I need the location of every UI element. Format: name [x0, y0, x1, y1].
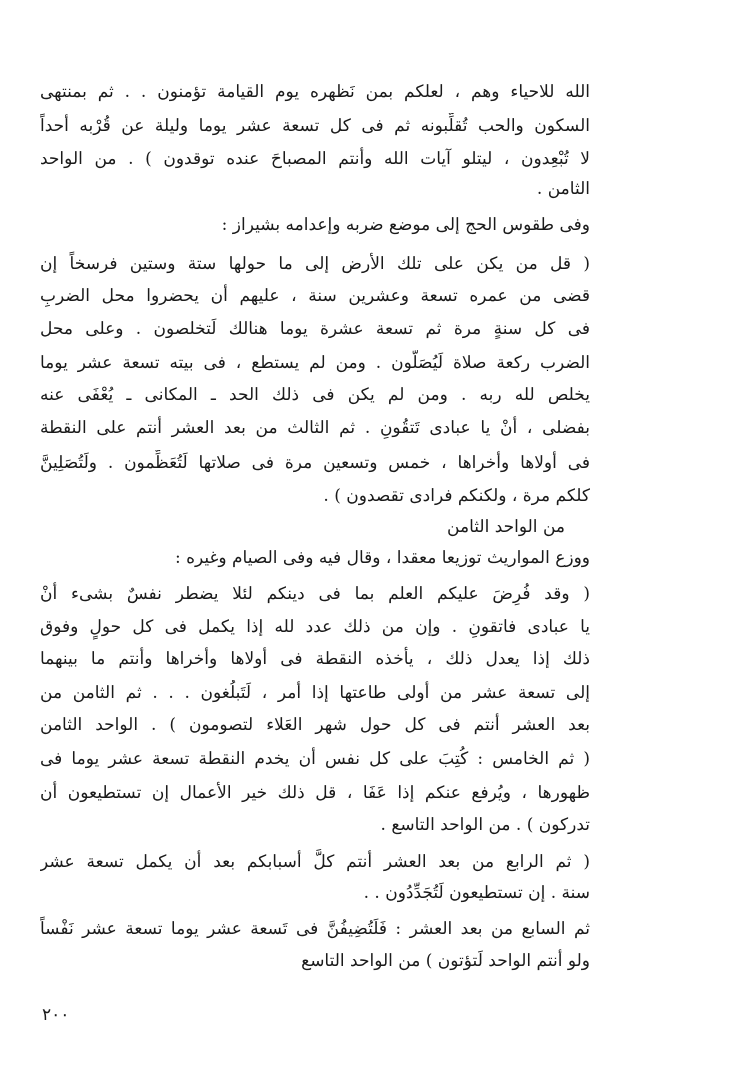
quote-line: ظهورها ، ويُرفع عنكم إذا عَفَا ، قل ذلك خير الأعمال إن تستطيعون أن	[40, 783, 590, 803]
quote-line: ( ثم الرابع من بعد العشر أنتم كلَّ أسبابكم بعد أن يكمل تسعة عشر	[40, 852, 590, 872]
text-line: السكون والحب تُقلِّبونه ثم فى كل تسعة عشر يوما وليلة عن قُرْبه أحداً	[40, 116, 590, 136]
quote-line: ولو أنتم الواحد لَتؤتون ) من الواحد التاسع	[301, 951, 590, 971]
quote-line: كلكم مرة ، ولكنكم فرادى تقصدون ) .	[323, 486, 590, 506]
quote-line: بعد العشر أنتم فى كل حول شهر العَلاء لتصومون ) . الواحد الثامن	[40, 715, 590, 735]
source-reference: من الواحد الثامن	[447, 517, 565, 537]
quote-line: ( ثم الخامس : كُتِبَ على كل نفس أن يخدم النقطة تسعة عشر يوما فى	[40, 749, 590, 769]
page-number: ٢٠٠	[42, 1005, 70, 1025]
quote-line: يا عبادى فاتقونِ . وإن من ذلك عدد لله إذا يكمل فى كل حولٍ وفوق	[40, 617, 590, 637]
quote-line: إلى تسعة عشر من أولى طاعتها إذا أمر ، لَتَبلُغون . . . ثم الثامن من	[40, 683, 590, 703]
quote-line: بفضلى ، أنْ يا عبادى تَتقُونِ . ثم الثالث من بعد العشر أنتم على النقطة	[40, 418, 590, 438]
section-intro: ووزع المواريث توزيعا معقدا ، وقال فيه وفى الصيام وغيره :	[174, 548, 590, 568]
quote-line: ثم السابع من بعد العشر : فَلَتُضِيفُنَّ فى تَسعة عشر يوما تسعة عشر نَفْساً	[40, 919, 590, 939]
quote-line: ذلك إذا يعدل ذلك ، يأخذه النقطة فى أولاها وأخراها وأنتم ما بينهما	[40, 649, 590, 669]
text-line: لا تُبْعِدون ، ليتلو آيات الله وأنتم المصباحَ عنده توقدون ) . من الواحد	[40, 149, 590, 169]
quote-line: تدركون ) . من الواحد التاسع .	[380, 815, 590, 835]
quote-line: ( قل من يكن على تلك الأرض إلى ما حولها ستة وستين فرسخاً إن	[40, 254, 590, 274]
quote-line: ( وقد فُرِضَ عليكم العلم بما فى دينكم لئلا يضطر نفسٌ بشىء أنْ	[40, 584, 590, 604]
quote-line: يخلص لله ربه . ومن لم يكن فى ذلك الحد ـ المكانى ـ يُعْفَى عنه	[40, 385, 590, 405]
quote-line: فى أولاها وأخراها ، خمس وتسعين مرة فى صلاتها لَتُعَظِّمون . ولَتُصَلِينَّ	[40, 453, 590, 473]
quote-line: فى كل سنةٍ مرة ثم تسعة عشرة يوما هنالك لَتخلصون . وعلى محل	[40, 319, 590, 339]
quote-line: سنة . إن تستطيعون لَتُجَدِّدُون . .	[363, 883, 590, 903]
quote-line: الضرب ركعة صلاة لَيُصَلّون . ومن لم يستطع ، فى بيته تسعة عشر يوما	[40, 353, 590, 373]
quote-line: قضى من عمره تسعة وعشرين سنة ، عليهم أن يحضروا محل الضربِ	[40, 286, 590, 306]
text-line: الثامن .	[536, 179, 590, 199]
section-intro: وفى طقوس الحج إلى موضع ضربه وإعدامه بشيراز :	[221, 215, 590, 235]
text-line: الله للاحياء وهم ، لعلكم بمن نَظهره يوم القيامة تؤمنون . . ثم بمنتهى	[40, 82, 590, 102]
